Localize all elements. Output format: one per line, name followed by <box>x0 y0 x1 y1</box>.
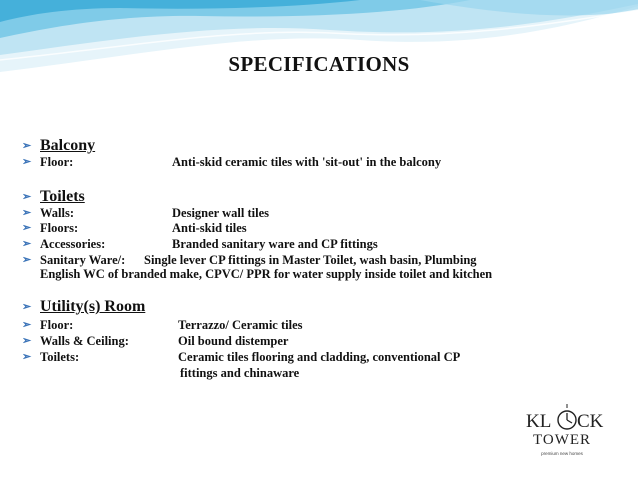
arrow-bullet-icon: ➢ <box>22 319 32 331</box>
spec-label: Walls & Ceiling: <box>40 334 129 348</box>
spec-row-toilets-accessories <box>22 237 378 252</box>
spec-value: fittings and chinaware <box>180 366 300 380</box>
spec-row-toilets-sanitary-cont <box>40 267 492 282</box>
arrow-bullet-icon: ➢ <box>22 335 32 347</box>
section-heading-utility: ➢ Utility(s) Room <box>22 298 146 315</box>
klock-tower-logo <box>512 400 612 460</box>
spec-value: Anti-skid ceramic tiles with 'sit-out' in the balcony <box>172 155 442 169</box>
spec-value: Designer wall tiles <box>172 206 269 220</box>
arrow-bullet-icon: ➢ <box>22 222 32 234</box>
arrow-bullet-icon: ➢ <box>22 351 32 363</box>
svg-text:premium new homes: premium new homes <box>541 451 583 456</box>
spec-value: Single lever CP fittings in Master Toilet, wash basin, Plumbing <box>144 253 477 267</box>
spec-row-toilets-walls <box>22 206 269 221</box>
svg-text:CK: CK <box>577 411 604 432</box>
spec-row-utility-walls <box>22 334 289 349</box>
spec-row-toilets-sanitary <box>22 253 477 268</box>
arrow-bullet-icon: ➢ <box>22 156 32 168</box>
spec-value: Anti-skid tiles <box>172 221 247 235</box>
spec-label: Sanitary Ware/: <box>40 253 126 267</box>
arrow-bullet-icon: ➢ <box>22 254 32 266</box>
svg-text:KL: KL <box>526 411 552 432</box>
section-heading-toilets: ➢ Toilets <box>22 188 85 205</box>
spec-value: Ceramic tiles flooring and cladding, conventional CP <box>178 350 461 364</box>
arrow-bullet-icon: ➢ <box>22 140 32 152</box>
spec-value: Oil bound distemper <box>178 334 289 348</box>
arrow-bullet-icon: ➢ <box>22 238 32 250</box>
arrow-bullet-icon: ➢ <box>22 191 32 203</box>
arrow-bullet-icon: ➢ <box>22 207 32 219</box>
page-title: SPECIFICATIONS <box>228 52 410 76</box>
spec-label: Floor: <box>40 318 74 332</box>
spec-value: Branded sanitary ware and CP fittings <box>172 237 378 251</box>
spec-row-balcony-floor <box>22 155 442 170</box>
spec-label: Accessories: <box>40 237 106 251</box>
arrow-bullet-icon: ➢ <box>22 301 32 313</box>
spec-value: Terrazzo/ Ceramic tiles <box>178 318 303 332</box>
spec-value: English WC of branded make, CPVC/ PPR for water supply inside toilet and kitchen <box>40 267 493 281</box>
spec-label: Floor: <box>40 155 74 169</box>
spec-row-utility-toilets <box>22 350 461 365</box>
spec-row-toilets-floors <box>22 221 247 236</box>
spec-label: Walls: <box>40 206 75 220</box>
spec-label: Floors: <box>40 221 79 235</box>
section-heading-balcony: ➢ Balcony <box>22 137 96 154</box>
svg-text:TOWER: TOWER <box>532 432 592 448</box>
spec-label: Toilets: <box>40 350 80 364</box>
spec-row-utility-floor <box>22 318 303 333</box>
